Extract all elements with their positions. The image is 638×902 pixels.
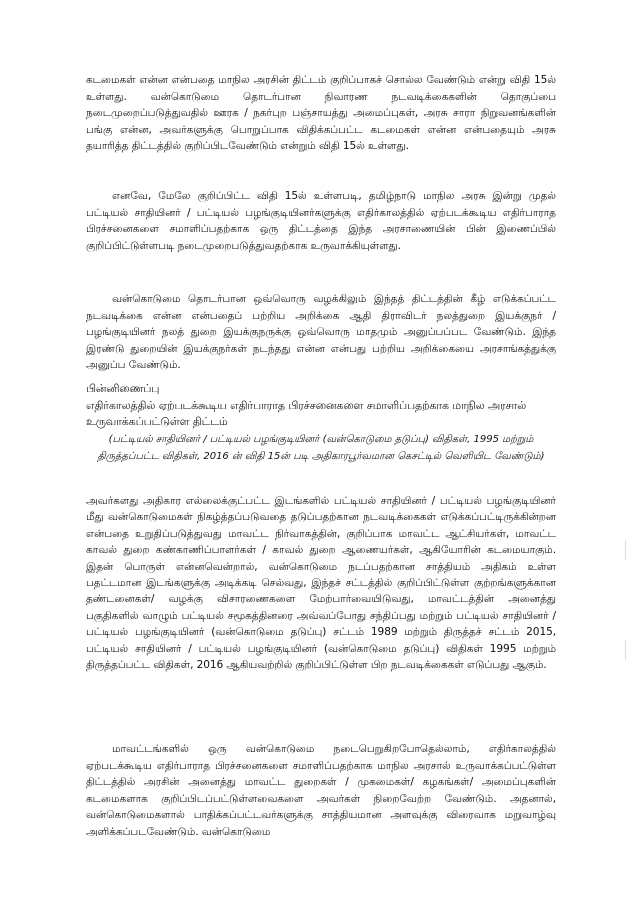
annex-subtitle: (பட்டியல் சாதியினர் / பட்டியல் பழங்குடியினர் (வன்கொடுமை தடுப்பு) விதிகள், 1995 மற்றும் திருத்தப்பட்ட விதிகள், 2016 ன் விதி 15ன் படி அதிகாரபூர்வமான கெசட்டில் வெளியிட வேண்டும்) <box>97 434 545 462</box>
paragraph-district-duties: அவர்களது அதிகார எல்லைக்குட்பட்ட இடங்களில் பட்டியல் சாதியினர் / பட்டியல் பழங்குடியினர் மீது வன்கொடுமைகள் நிகழ்த்தப்படுவதை தடுப்பதற்கான நடவடிக்கைகள் எடுக்கப்பட்டிருக்கின்றன என்பதை உறுதிப்படுத்துவது மாவட்ட நிர்வாகத்தின், குறிப்பாக மாவட்ட ஆட்சியர்கள், மாவட்ட காவல் துறை கண்காணிப்பாளர்கள் / காவல் துறை ஆணையர்கள், ஆகியோரின் கடமையாகும். இதன் பொருள் என்னவென்றால், வன்கொடுமை நடப்பதற்கான சாத்தியம் அதிகம் உள்ள பதட்டமான இடங்களுக்கு அடிக்கடி செல்வது, இந்தச் சட்டத்தில் குறிப்பிட்டுள்ள குற்றங்களுக்கான தண்டனைகள்/ வழக்கு விசாரணைகளை மேற்பார்வையிடுவது, மாவட்டத்தின் அனைத்து பகுதிகளில் வாழும் பட்டியல் சமூகத்தினரை அவ்வப்போது சந்திப்பது மற்றும் பட்டியல் சாதியினர் / பட்டியல் பழங்குடியினர் (வன்கொடுமை தடுப்பு) சட்டம் 1989 மற்றும் திருத்தச் சட்டம் 2015, பட்டியல் சாதியினர் / பட்டியல் பழங்குடியினர் (வன்கொடுமை தடுப்பு) விதிகள் 1995 மற்றும் திருத்தப்பட்ட விதிகள், 2016 ஆகியவற்றில் குறிப்பிட்டுள்ள பிற நடவடிக்கைகள் எடுப்பது ஆகும். <box>86 495 556 672</box>
annex-title: எதிர்காலத்தில் ஏற்படக்கூடிய எதிர்பாராத பிரச்சனைகளை சமாளிப்பதற்காக மாநில அரசால் உருவாக்கப்பட்டுள்ள திட்டம் <box>86 399 527 429</box>
scan-edge-mark <box>625 640 632 660</box>
annex-heading: பின்னிணைப்பு <box>86 382 160 395</box>
paragraph-district-departments: மாவட்டங்களில் ஒரு வன்கொடுமை நடைபெறுகிறபோதெல்லாம், எதிர்காலத்தில் ஏற்படக்கூடிய எதிர்பாராத பிரச்சனைகளை சமாளிப்பதற்காக மாநில அரசால் உருவாக்கப்பட்டுள்ள திட்டத்தில் அரசின் அனைத்து மாவட்ட துறைகள் / முகமைகள்/ கழகங்கள்/ அமைப்புகளின் கடமைகளாக குறிப்பிடப்பட்டுள்ளவைகளை அவர்கள் நிறைவேற்ற வேண்டும். அதனால், வன்கொடுமைகளால் பாதிக்கப்பட்டவர்களுக்கு சாத்தியமான அளவுக்கு விரைவாக மறுவாழ்வு அளிக்கப்படவேண்டும். வன்கொடுமை <box>86 743 556 838</box>
paragraph-state-plan: எனவே, மேலே குறிப்பிட்ட விதி 15ல் உள்ளபடி, தமிழ்நாடு மாநில அரசு இன்று முதல் பட்டியல் சாதியினர் / பட்டியல் பழங்குடியினர்களுக்கு எதிர்காலத்தில் ஏற்படக்கூடிய எதிர்பாராத பிரச்சனைகளை சமாளிப்பதற்காக ஒரு திட்டத்தை இந்த அரசாணையின் பின் இணைப்பில் குறிப்பிட்டுள்ளபடி நடைமுறைபடுத்துவதற்காக உருவாக்கியுள்ளது. <box>86 190 556 252</box>
scan-edge-mark <box>625 540 632 560</box>
paragraph-rule-15: கடமைகள் என்ன என்பதை மாநில அரசின் திட்டம் குறிப்பாகச் சொல்ல வேண்டும் என்று விதி 15ல் உள்ளது. வன்கொடுமை தொடர்பான நிவாரண நடவடிக்கைகளின் தொகுப்பை நடைமுறைப்படுத்துவதில் ஊரக / நகர்புற பஞ்சாயத்து அமைப்புகள், அரசு சாரா நிறுவனங்களின் பங்கு என்ன, அவர்களுக்கு பொறுப்பாக விதிக்கப்பட்ட கடமைகள் என்ன என்பதையும் அரசு தயாரித்த திட்டத்தில் குறிப்பிடவேண்டும் என்றும் விதி 15ல் உள்ளது. <box>86 74 556 153</box>
paragraph-monthly-report: வன்கொடுமை தொடர்பான ஒவ்வொரு வழக்கிலும் இந்தத் திட்டத்தின் கீழ் எடுக்கப்பட்ட நடவடிக்கை என்ன என்பதைப் பற்றிய அறிக்கை ஆதி திராவிடர் நலத்துறை இயக்குநர் / பழங்குடியினர் நலத் துறை இயக்குநருக்கு ஒவ்வொரு மாதமும் அனுப்பப்பட வேண்டும். இந்த இரண்டு துறையின் இயக்குநர்கள் நடந்தது என்ன என்பது பற்றிய அறிக்கையை அரசாங்கத்துக்கு அனுப்ப வேண்டும். <box>86 293 556 372</box>
